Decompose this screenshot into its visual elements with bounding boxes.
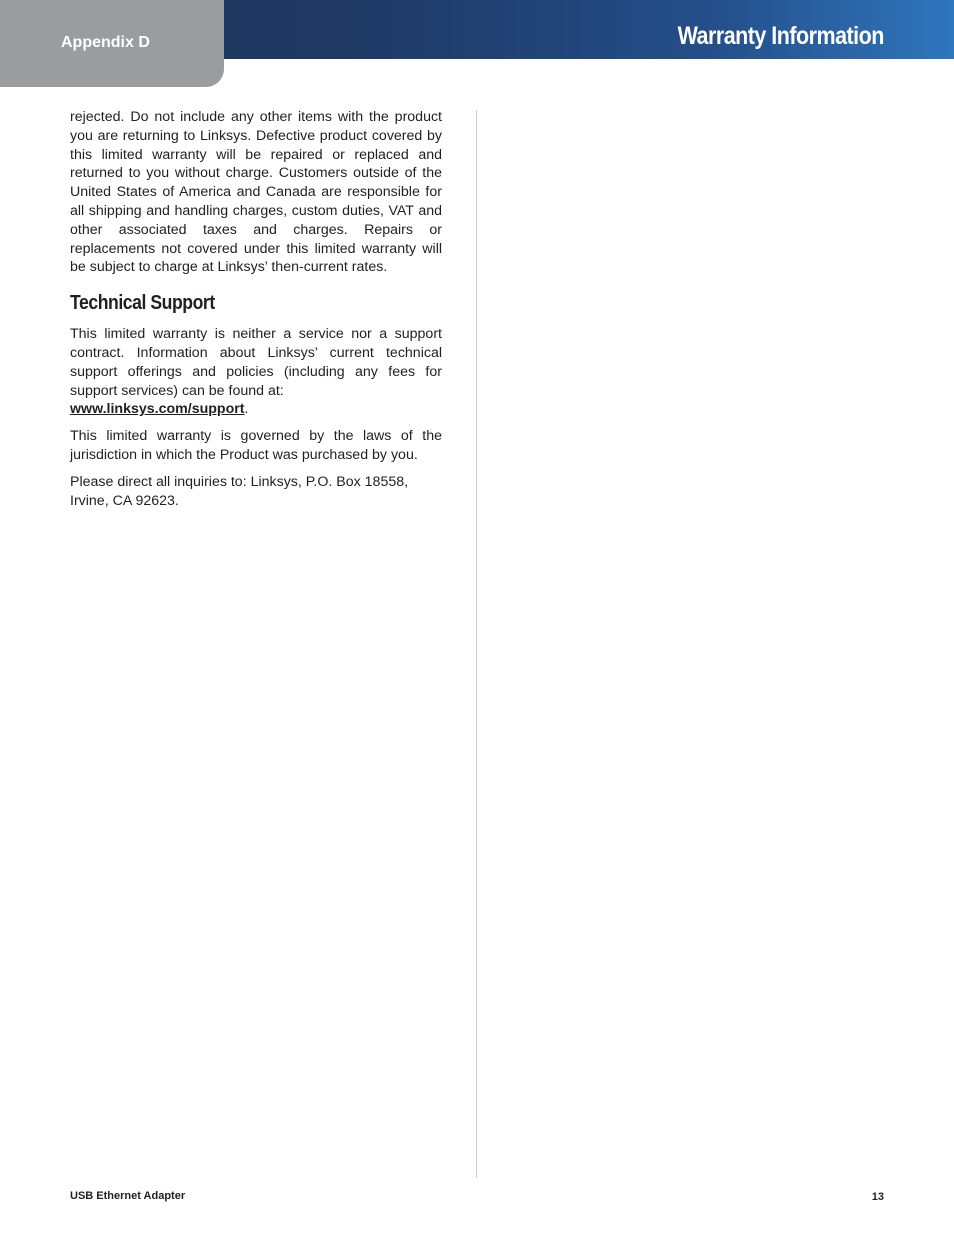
paragraph-support: [70, 325, 442, 400]
column-divider: [476, 110, 477, 1178]
paragraph-governing-law: This limited warranty is governed by the laws of the jurisdiction in which the Product was purchased by you.: [70, 428, 442, 463]
appendix-label: Appendix D: [61, 34, 150, 51]
support-text: This limited warranty is neither a service nor a support contract. Information about Linksys’ current technical support offerings and policies (including any fees for support services) can be found at:: [70, 326, 442, 399]
link-suffix: .: [244, 401, 249, 418]
footer-page-number: 13: [871, 1191, 884, 1203]
left-column: [70, 108, 442, 518]
paragraph-inquiries: Please direct all inquiries to: Linksys, P.O. Box 18558, Irvine, CA 92623.: [70, 473, 409, 509]
section-heading: Technical Support: [70, 292, 215, 315]
appendix-tab: [0, 0, 224, 87]
footer-product-name: USB Ethernet Adapter: [70, 1190, 186, 1202]
page-title: Warranty Information: [677, 22, 884, 50]
support-link[interactable]: www.linksys.com/support: [70, 401, 245, 418]
support-link-line: [70, 400, 442, 419]
paragraph-returns: rejected. Do not include any other items with the product you are returning to Linksys. Defective product covered by this limited warranty will be repaired or replaced and returned to you without charge. Customers outside of the United States of America and Canada are responsible for all shipping and handling charges, custom duties, VAT and other associated taxes and charges. Repairs or replacements not covered under this limited warranty will be subject to charge at Linksys’ then-current rates.: [70, 109, 442, 276]
